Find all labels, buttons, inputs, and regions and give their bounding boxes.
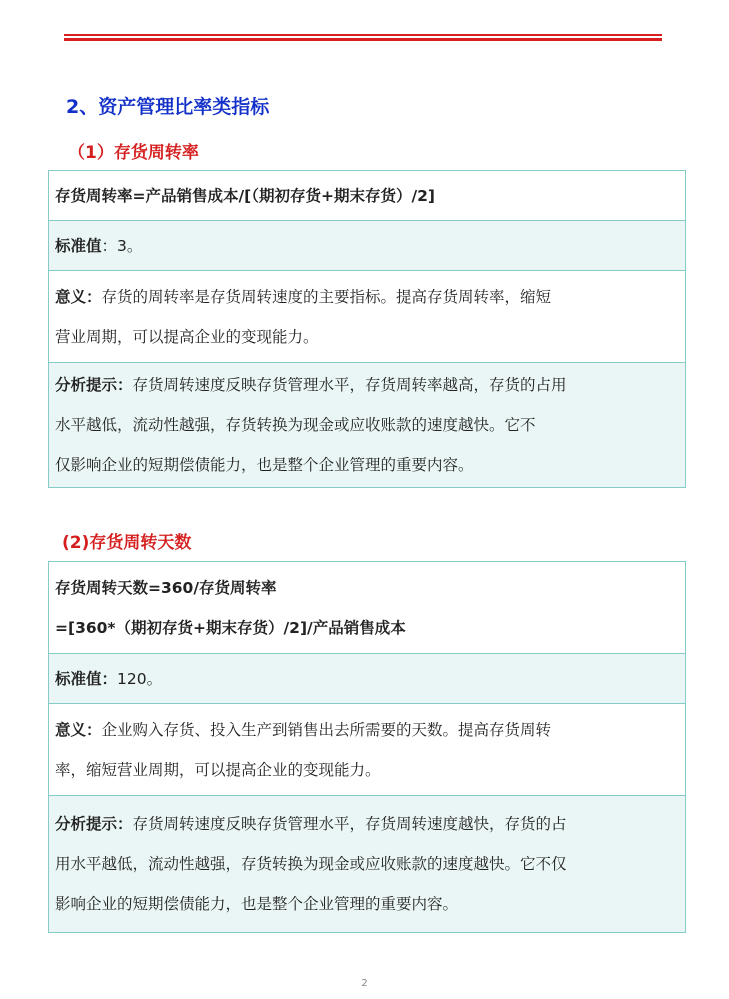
meaning-text-2: 营业周期，可以提高企业的变现能力。: [55, 327, 319, 346]
formula-row: [49, 562, 685, 654]
formula-row: [49, 171, 685, 221]
standard-row: [49, 221, 685, 271]
tip-text-1: 存货周转速度反映存货管理水平，存货周转速度越快，存货的占: [132, 815, 567, 833]
inventory-turnover-table: [48, 170, 686, 488]
standard-label: 标准值: [55, 236, 102, 255]
formula-text: 存货周转率=产品销售成本/[（期初存货+期末存货）/2]: [55, 186, 436, 205]
meaning-text-2: 率，缩短营业周期，可以提高企业的变现能力。: [55, 760, 381, 779]
meaning-label: 意义：: [55, 720, 102, 739]
meaning-label: 意义：: [55, 287, 102, 306]
standard-value: ：3。: [101, 236, 143, 255]
standard-row: [49, 654, 685, 704]
tip-text-3: 仅影响企业的短期偿债能力，也是整个企业管理的重要内容。: [55, 456, 474, 474]
tip-text-3: 影响企业的短期偿债能力，也是整个企业管理的重要内容。: [55, 895, 459, 913]
meaning-text-1: 存货的周转率是存货周转速度的主要指标。提高存货周转率，缩短: [101, 287, 552, 306]
subtitle-inventory-days: (2)存货周转天数: [62, 533, 192, 553]
formula-text-1: 存货周转天数=360/存货周转率: [55, 578, 277, 597]
section-title: 2、资产管理比率类指标: [66, 96, 270, 118]
tip-text-2: 用水平越低，流动性越强，存货转换为现金或应收账款的速度越快。它不仅: [55, 855, 567, 873]
tip-label: 分析提示：: [55, 815, 133, 833]
formula-text-2: =[360*（期初存货+期末存货）/2]/产品销售成本: [55, 618, 406, 637]
meaning-row: [49, 704, 685, 796]
tip-text-2: 水平越低，流动性越强，存货转换为现金或应收账款的速度越快。它不: [55, 416, 536, 434]
standard-label: 标准值：: [55, 669, 118, 688]
tip-label: 分析提示：: [55, 376, 133, 394]
analysis-tip-row: [49, 363, 685, 487]
meaning-text-1: 企业购入存货、投入生产到销售出去所需要的天数。提高存货周转: [101, 720, 552, 739]
inventory-days-table: [48, 561, 686, 933]
top-double-rule: [64, 34, 662, 41]
page-number: 2: [361, 978, 368, 989]
analysis-tip-row: [49, 796, 685, 932]
subtitle-inventory-turnover: （1）存货周转率: [68, 143, 199, 163]
tip-text-1: 存货周转速度反映存货管理水平，存货周转率越高，存货的占用: [132, 376, 567, 394]
meaning-row: [49, 271, 685, 363]
standard-value: 120。: [117, 669, 163, 688]
